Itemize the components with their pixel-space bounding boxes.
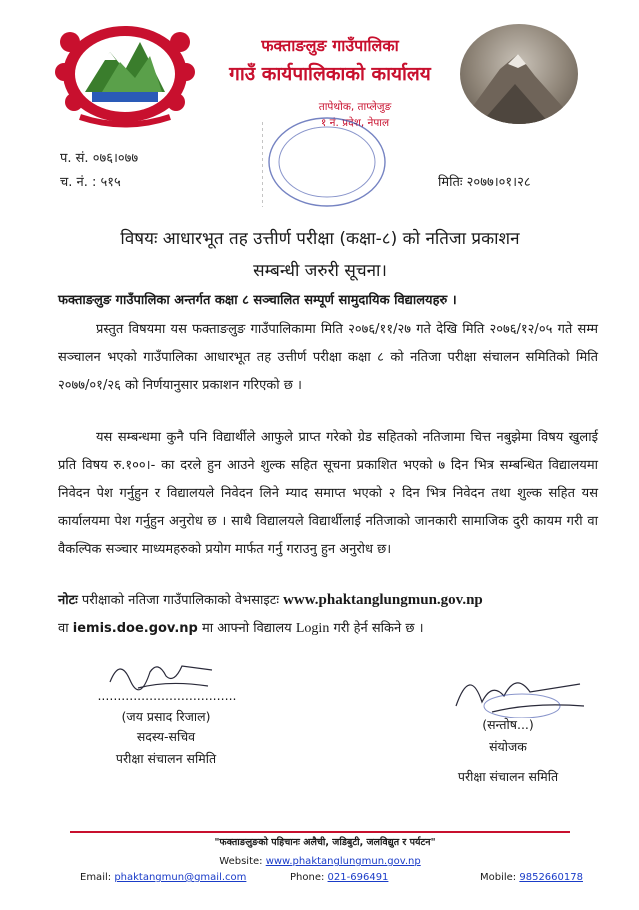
note-paragraph xyxy=(58,586,618,643)
body-paragraph-1: प्रस्तुत विषयमा यस फक्ताङलुङ गाउँपालिकामा मिति २०७६/११/२७ गते देखि मिति २०७६/१२/०५ गते सम्म सञ्चालन भएको गाउँपालिका आधारभूत तह उत्तीर्ण परीक्षा कक्षा ८ को नतिजा परीक्षा संचालन समितिको मिति २०७७/०१/२६ को निर्णयानुसार प्रकाशन गरिएको छ । xyxy=(58,322,598,393)
office-address-line1: तापेथोक, ताप्लेजुङ xyxy=(318,101,392,113)
footer-website-link[interactable]: www.phaktanglungmun.gov.np xyxy=(265,856,421,867)
email-label: Email: xyxy=(80,872,112,883)
note-text-2: वा xyxy=(58,621,69,636)
mobile-link[interactable]: 9852660178 xyxy=(519,872,583,883)
letter-date: मितिः २०७७।०१।२८ xyxy=(438,175,531,190)
reference-number: प. सं. ०७६।०७७ xyxy=(60,151,139,166)
mobile-label: Mobile: xyxy=(480,872,517,883)
subject-line1: विषयः आधारभूत तह उत्तीर्ण परीक्षा (कक्षा-८) को नतिजा प्रकाशन xyxy=(120,229,520,249)
mountain-photo xyxy=(460,24,578,124)
iemis-link[interactable]: iemis.doe.gov.np xyxy=(72,621,198,636)
footer-website xyxy=(170,856,470,867)
office-stamp-icon xyxy=(262,112,392,212)
note-text-3: मा आफ्नो विद्यालय xyxy=(201,621,292,636)
left-signature-line: ................................... xyxy=(97,688,237,703)
email-group xyxy=(80,872,246,883)
phone-group xyxy=(290,872,388,883)
mobile-group xyxy=(480,872,583,883)
dispatch-number: च. नं. : ५१५ xyxy=(60,175,121,190)
right-signatory-committee: परीक्षा संचालन समिति xyxy=(457,769,559,784)
right-signatory-name: (सन्तोष...) xyxy=(482,717,534,732)
right-signature-icon xyxy=(452,662,592,718)
left-signatory-name: (जय प्रसाद रिजाल) xyxy=(121,709,211,724)
right-signatory-role: संयोजक xyxy=(489,739,527,754)
left-signatory-role: सदस्य-सचिव xyxy=(136,729,196,744)
office-subtitle: गाउँ कार्यपालिकाको कार्यालय xyxy=(229,63,431,85)
left-signature-icon xyxy=(108,652,218,692)
note-label: नोटः xyxy=(58,593,78,608)
website-label: Website: xyxy=(219,856,263,867)
login-word: Login xyxy=(295,621,330,636)
note-text-1: परीक्षाको नतिजा गाउँपालिकाको वेभसाइटः xyxy=(81,593,279,608)
left-signatory-committee: परीक्षा संचालन समिति xyxy=(115,751,217,766)
body-paragraph-2: यस सम्बन्धमा कुनै पनि विद्यार्थीले आफुले प्राप्त गरेको ग्रेड सहितको नतिजामा चित्त नबुझेमा विषय खुलाई प्रति विषय रु.१००।- का दरले हुन आउने शुल्क सहित सूचना प्रकाशित भएको ७ दिन भित्र सम्बन्धित विद्यालयमा निवेदन पेश गर्नुहुन र विद्यालयले निवेदन लिने म्याद समाप्त भएको २ दिन भित्र निवेदन तथा शुल्क सहित यस कार्यालयमा पेश गर्नुहुन अनुरोध छ । साथै विद्यालयले विद्यार्थीलाई नतिजाको जानकारी सामाजिक दुरी कायम गरी वा वैकल्पिक सञ्चार माध्यमहरुको प्रयोग मार्फत गर्नु गराउनु हुन अनुरोध छ। xyxy=(58,430,598,557)
office-name: फक्ताङलुङ गाउँपालिका xyxy=(261,36,399,55)
mountain-icon xyxy=(460,24,578,124)
subject-line2: सम्बन्धी जरुरी सूचना। xyxy=(253,261,387,281)
footer-slogan: "फक्ताङलुङको पहिचानः अलैची, जडिबुटी, जलविद्युत र पर्यटन" xyxy=(214,837,436,848)
website-link[interactable]: www.phaktanglungmun.gov.np xyxy=(283,592,483,608)
phone-link[interactable]: 021-696491 xyxy=(327,872,389,883)
note-text-4: गरी हेर्न सकिने छ । xyxy=(333,621,424,636)
footer-divider xyxy=(70,831,570,833)
email-link[interactable]: phaktangmun@gmail.com xyxy=(114,872,247,883)
addressee: फक्ताङलुङ गाउँपालिका अन्तर्गत कक्षा ८ सञ्चालित सम्पूर्ण सामुदायिक विद्यालयहरु । xyxy=(58,293,457,308)
office-address-line2: १ नं. प्रदेश, नेपाल xyxy=(320,117,390,129)
phone-label: Phone: xyxy=(290,872,325,883)
